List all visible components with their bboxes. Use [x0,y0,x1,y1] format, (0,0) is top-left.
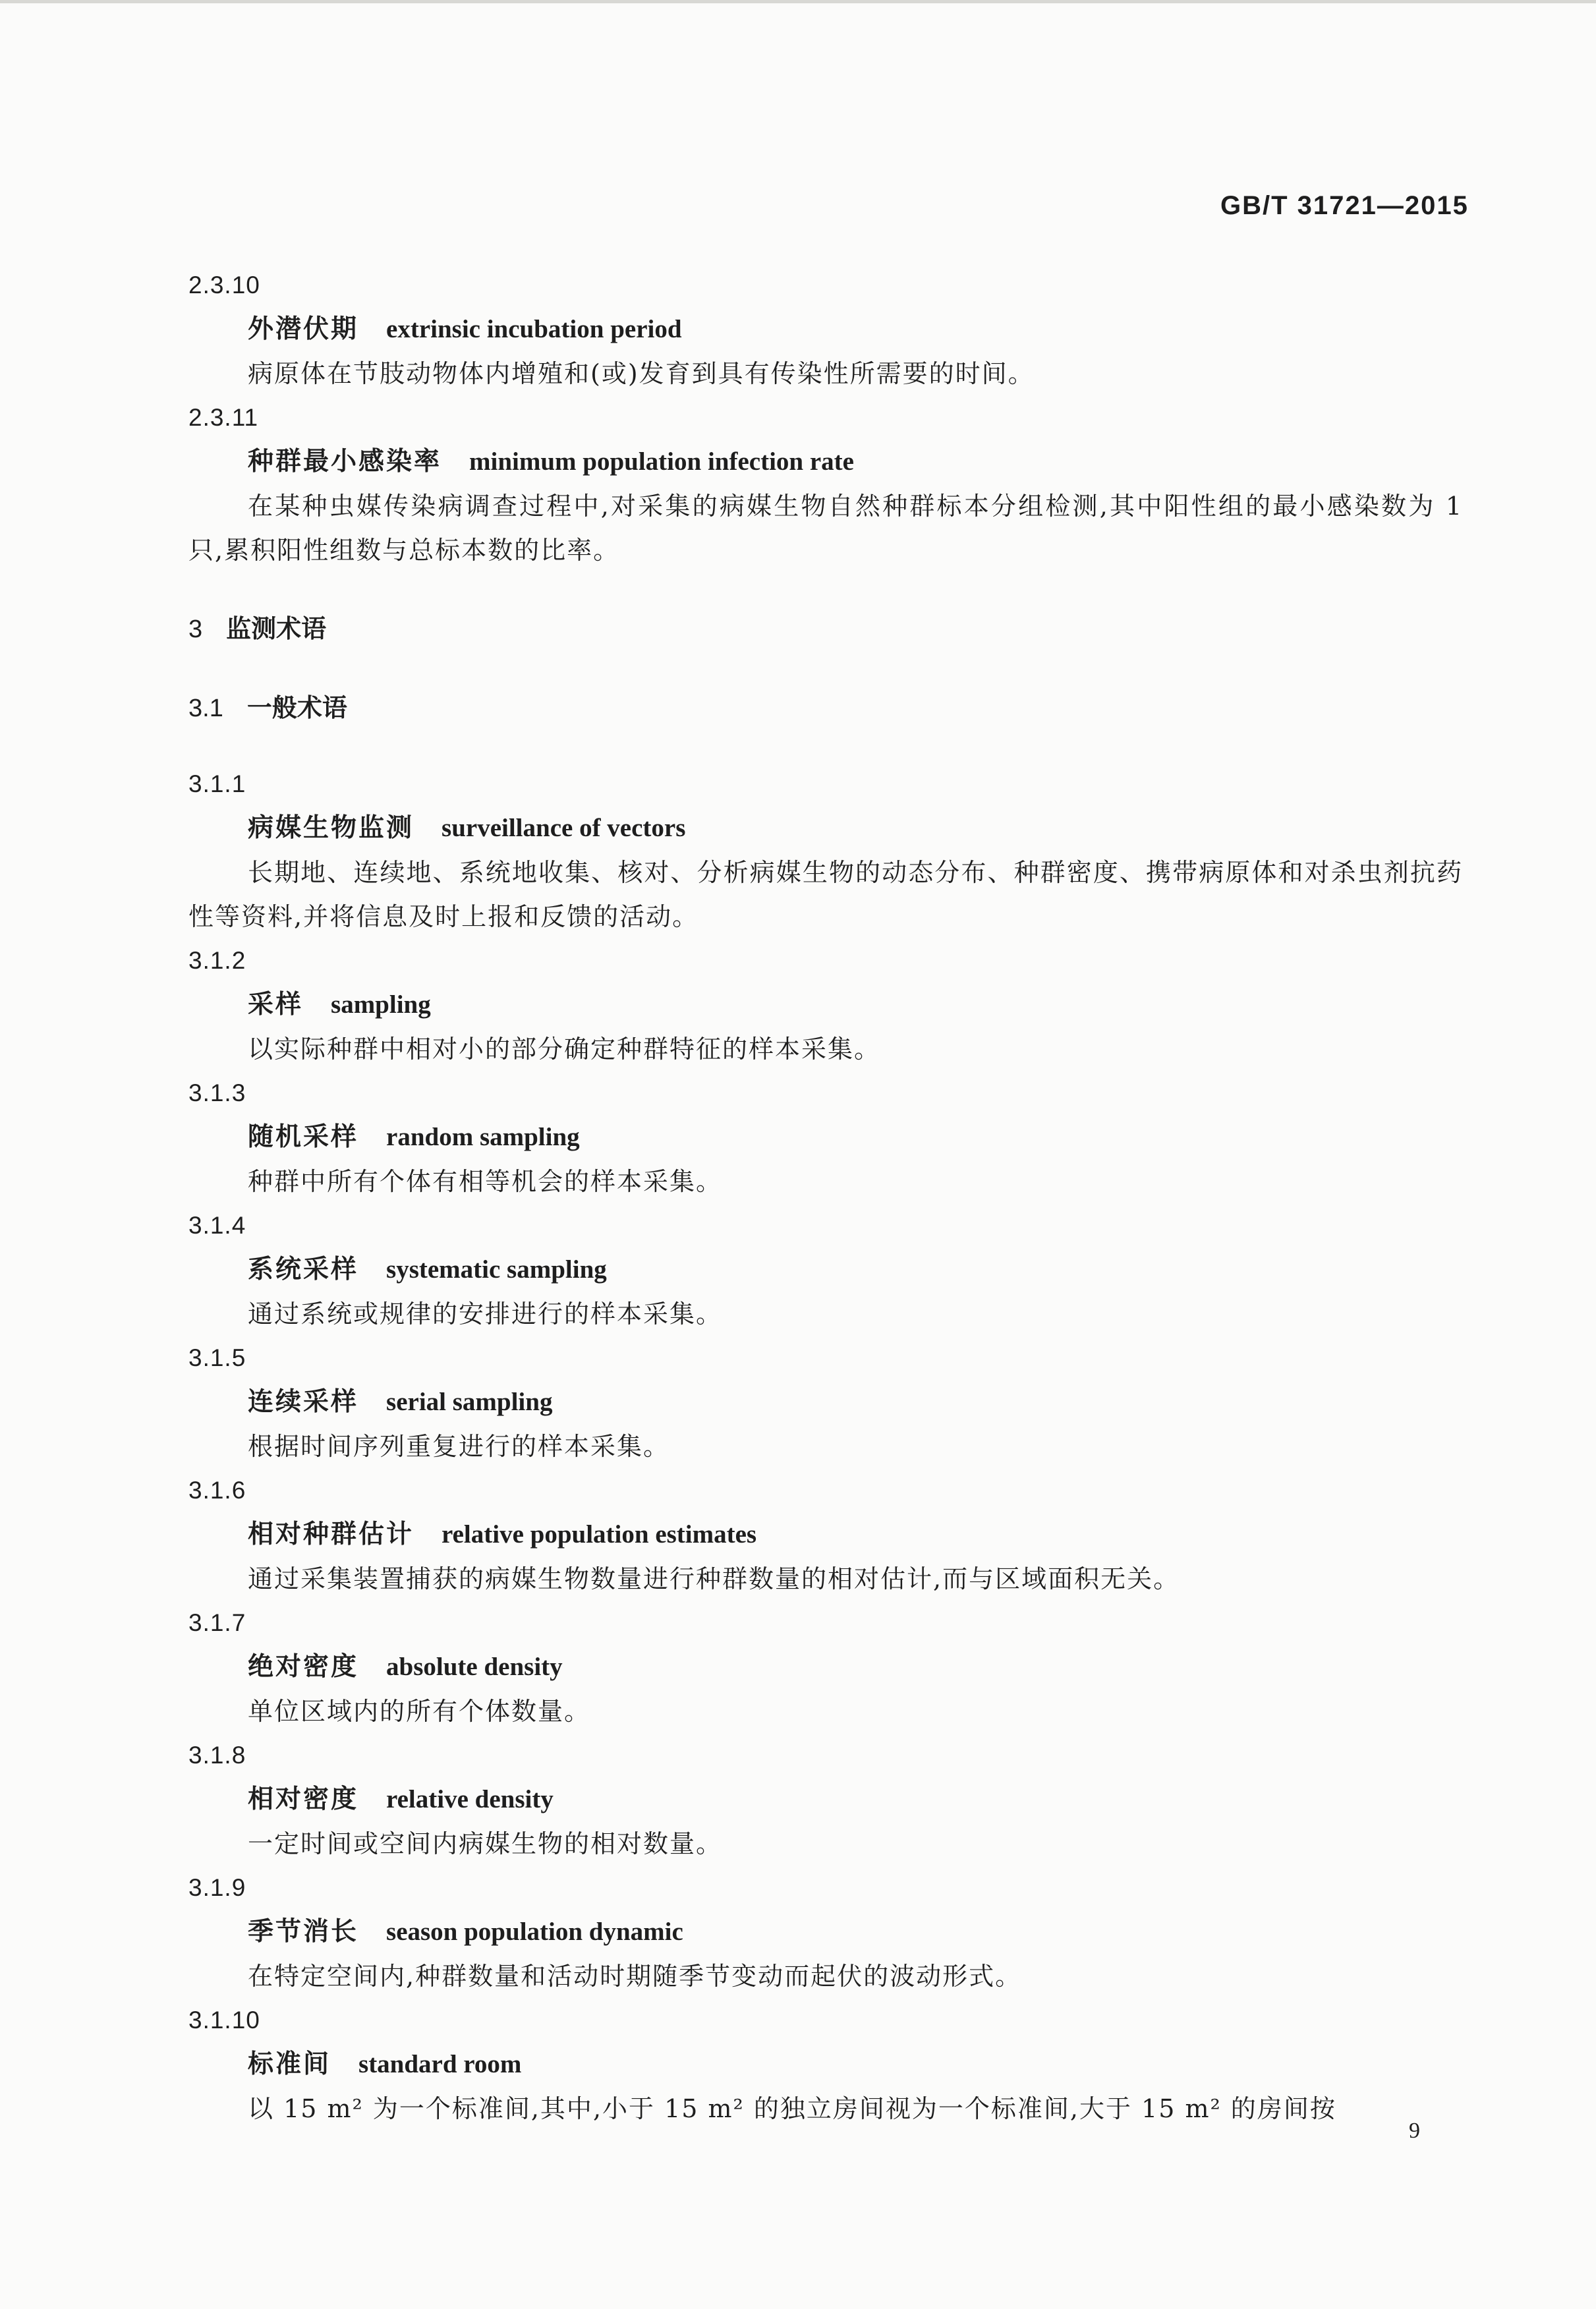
term-zh: 系统采样 [248,1255,359,1284]
term-number: 2.3.11 [188,404,259,431]
term-zh: 采样 [248,990,304,1019]
term-number: 2.3.10 [188,271,260,299]
term-en: surveillance of vectors [442,814,686,842]
term-entry-3-1-1 [188,762,1463,939]
term-en: season population dynamic [386,1918,683,1946]
term-title [188,1380,1463,1425]
term-entry-2-3-10 [188,264,1463,396]
term-number: 3.1.9 [188,1874,246,1901]
term-number: 3.1.5 [188,1344,246,1371]
top-edge-rule [0,0,1596,3]
term-definition: 一定时间或空间内病媒生物的相对数量。 [248,1829,723,1858]
term-definition: 根据时间序列重复进行的样本采集。 [248,1432,670,1461]
term-number: 3.1.10 [188,2007,260,2034]
term-entry-2-3-11 [188,396,1463,573]
term-definition: 长期地、连续地、系统地收集、核对、分析病媒生物的动态分布、种群密度、携带病原体和对杀虫剂抗药性等资料,并将信息及时上报和反馈的活动。 [188,858,1463,931]
term-entry-3-1-5 [188,1336,1463,1469]
term-definition: 种群中所有个体有相等机会的样本采集。 [248,1167,723,1196]
term-entry-3-1-6 [188,1469,1463,1601]
document-body [188,264,1463,2131]
term-definition: 病原体在节肢动物体内增殖和(或)发育到具有传染性所需要的时间。 [248,359,1035,388]
term-number: 3.1.2 [188,947,246,974]
term-en: sampling [331,990,431,1019]
term-zh: 相对密度 [248,1784,359,1814]
term-en: relative population estimates [442,1520,757,1549]
term-entry-3-1-3 [188,1071,1463,1204]
term-title [188,806,1463,851]
term-en: random sampling [386,1123,580,1151]
term-zh: 绝对密度 [248,1652,359,1682]
term-number: 3.1.3 [188,1079,246,1106]
term-en: extrinsic incubation period [386,315,682,343]
term-number: 3.1.6 [188,1477,246,1504]
term-title [188,1777,1463,1822]
term-title [188,307,1463,352]
term-title [188,1115,1463,1160]
term-title [188,2042,1463,2087]
section-title: 监测术语 [226,614,327,643]
term-definition: 以实际种群中相对小的部分确定种群特征的样本采集。 [248,1035,881,1064]
term-zh: 季节消长 [248,1917,359,1947]
term-number: 3.1.1 [188,770,246,797]
term-entry-3-1-7 [188,1601,1463,1734]
term-definition: 单位区域内的所有个体数量。 [248,1697,591,1726]
term-entry-3-1-2 [188,939,1463,1071]
term-number: 3.1.4 [188,1212,246,1239]
section-3-1-heading [188,686,1463,729]
term-en: serial sampling [386,1388,553,1416]
term-en: absolute density [386,1653,563,1681]
page-number: 9 [1409,2119,1420,2143]
section-number: 3.1 [188,695,223,722]
term-number: 3.1.7 [188,1609,246,1636]
term-en: standard room [358,2050,522,2078]
section-3-heading [188,607,1463,650]
term-definition: 以 15 m² 为一个标准间,其中,小于 15 m² 的独立房间视为一个标准间,大于 15 m² 的房间按 [248,2094,1336,2123]
term-zh: 连续采样 [248,1387,359,1417]
term-title [188,1645,1463,1690]
term-definition: 在某种虫媒传染病调查过程中,对采集的病媒生物自然种群标本分组检测,其中阳性组的最小感染数为 1 只,累积阳性组数与总标本数的比率。 [188,492,1463,565]
term-zh: 外潜伏期 [248,314,359,344]
term-entry-3-1-8 [188,1734,1463,1866]
term-zh: 种群最小感染率 [248,447,442,476]
term-entry-3-1-4 [188,1204,1463,1336]
section-title: 一般术语 [246,693,347,722]
term-zh: 相对种群估计 [248,1520,414,1549]
section-number: 3 [188,615,203,643]
term-zh: 标准间 [248,2049,331,2079]
term-definition: 通过采集装置捕获的病媒生物数量进行种群数量的相对估计,而与区域面积无关。 [248,1564,1180,1593]
term-entry-3-1-9 [188,1866,1463,1999]
term-title [188,1247,1463,1292]
term-en: systematic sampling [386,1255,607,1284]
term-title [188,1910,1463,1954]
standard-code: GB/T 31721—2015 [1220,191,1469,220]
term-zh: 随机采样 [248,1122,359,1152]
term-definition: 在特定空间内,种群数量和活动时期随季节变动而起伏的波动形式。 [248,1962,1022,1991]
term-en: minimum population infection rate [469,447,854,476]
term-zh: 病媒生物监测 [248,813,414,843]
term-number: 3.1.8 [188,1742,246,1769]
term-entry-3-1-10 [188,1999,1463,2131]
term-definition: 通过系统或规律的安排进行的样本采集。 [248,1299,723,1328]
term-title [188,1512,1463,1557]
term-en: relative density [386,1785,554,1813]
term-title [188,983,1463,1027]
term-title [188,440,1463,484]
